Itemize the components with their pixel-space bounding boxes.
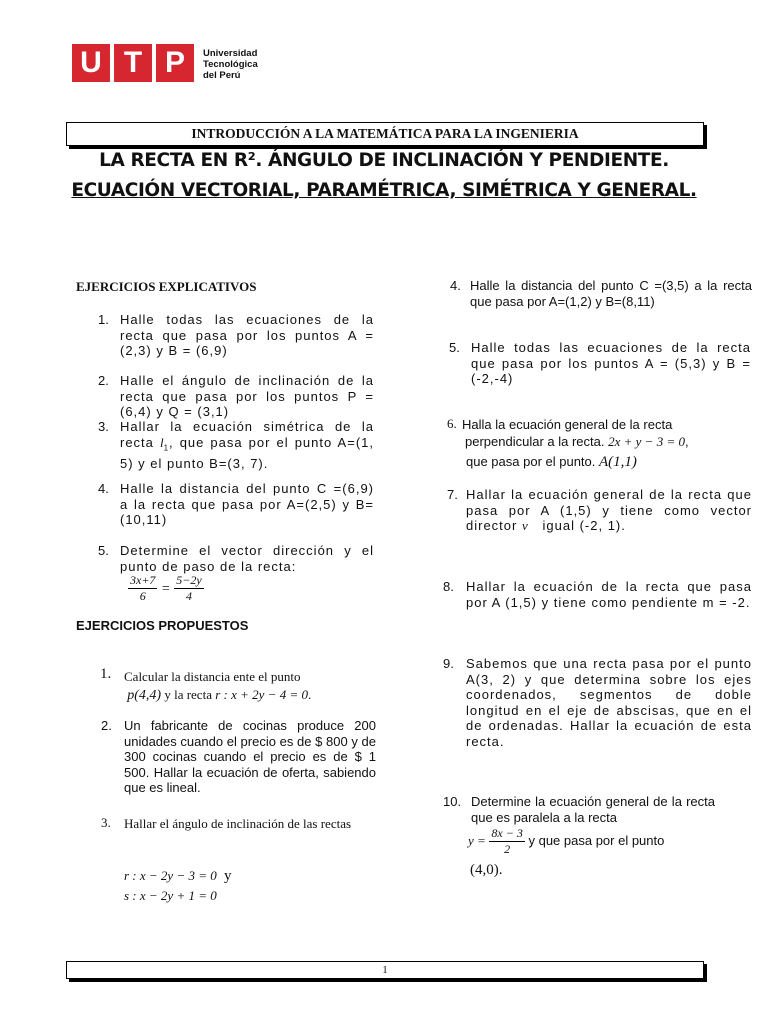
exercise-10-point: (4,0). (470, 862, 503, 878)
section-heading-explicativos: EJERCICIOS EXPLICATIVOS (76, 279, 257, 294)
logo-letter-t: T (114, 44, 152, 82)
logo-letter-u: U (72, 44, 110, 82)
logo-letter-p: P (156, 44, 194, 82)
exercise-10-equation: y = $\frac{8x - 3}{2}$ y que pasa por el punto (468, 826, 665, 856)
page-title-line-1: LA RECTA EN R². ÁNGULO DE INCLINACIÓN Y PENDIENTE. (99, 150, 669, 171)
symmetric-equation: $\frac{3x+7}{6}$ = $\frac{5-2y}{4}$ (130, 573, 202, 603)
exercise-3-equations: r : x − 2y − 3 = 0 y s : x − 2y + 1 = 0 (124, 868, 232, 903)
page-number: 1 (66, 961, 704, 979)
course-title: INTRODUCCIÓN A LA MATEMÁTICA PARA LA INGENIERIA (66, 122, 704, 146)
section-heading-propuestos: EJERCICIOS PROPUESTOS (76, 618, 249, 633)
page-title-line-2: ECUACIÓN VECTORIAL, PARAMÉTRICA, SIMÉTRICA Y GENERAL. (71, 180, 697, 201)
logo-university-name: Universidad Tecnológica del Perú (203, 48, 258, 81)
